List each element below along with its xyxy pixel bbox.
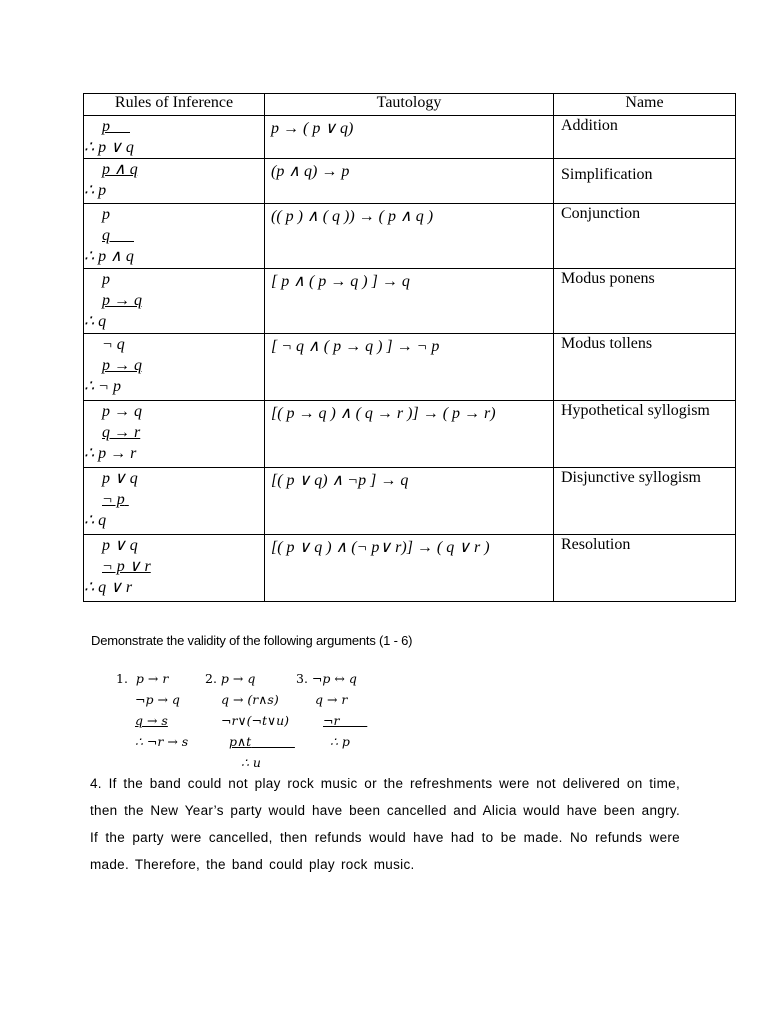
conclusion: ∴ p ∧ q (84, 248, 134, 265)
rule-name: Addition (554, 116, 736, 159)
exercise-2 (205, 668, 295, 773)
header-rules: Rules of Inference (84, 94, 265, 116)
premise: ¬ q (102, 336, 125, 353)
rule-name: Resolution (554, 535, 736, 602)
exercise-3 (296, 668, 367, 752)
rule-name: Disjunctive syllogism (554, 468, 736, 535)
conclusion: ∴ p (84, 182, 107, 199)
premise: p → q (102, 403, 142, 420)
conclusion: ∴ p (330, 734, 350, 749)
table-row (84, 269, 736, 334)
rule-cell (84, 468, 265, 535)
tautology-cell: [( p → q ) ∧ ( q → r )] → ( p → r) (265, 401, 554, 468)
rule-name: Modus tollens (554, 334, 736, 401)
table-row (84, 116, 736, 159)
premise: q → r (102, 424, 141, 441)
rule-cell (84, 401, 265, 468)
premise: ¬p → q (135, 692, 180, 707)
premise: p∧t (229, 734, 252, 749)
conclusion: ∴ q (84, 512, 107, 529)
exercise-number: 3. (296, 671, 308, 686)
premise: p ∧ q (102, 161, 138, 178)
premise: p (102, 118, 110, 135)
premise: ¬ p (102, 491, 125, 508)
premise: p → r (135, 671, 169, 686)
tautology-cell: [( p ∨ q) ∧ ¬p ] → q (265, 468, 554, 535)
tautology-cell: [( p ∨ q ) ∧ (¬ p∨ r)] → ( q ∨ r ) (265, 535, 554, 602)
rule-cell (84, 159, 265, 204)
conclusion: ∴ p ∨ q (84, 139, 134, 156)
conclusion: ∴ q (84, 313, 107, 330)
section-title: Demonstrate the validity of the following arguments (1 - 6) (91, 633, 413, 648)
tautology-cell: (p ∧ q) → p (265, 159, 554, 204)
rule-cell (84, 116, 265, 159)
header-name: Name (554, 94, 736, 116)
table-row (84, 204, 736, 269)
conclusion: ∴ p → r (84, 445, 137, 462)
rule-name: Modus ponens (554, 269, 736, 334)
conclusion: ∴ ¬ p (84, 378, 121, 395)
table-header-row (84, 94, 736, 116)
premise: q (102, 227, 110, 244)
conclusion: ∴ ¬r → s (135, 734, 189, 749)
rule-name: Simplification (554, 159, 736, 204)
premise: ¬r (323, 713, 340, 728)
premise: p (102, 271, 110, 288)
rule-cell (84, 535, 265, 602)
conclusion: ∴ u (241, 755, 261, 770)
premise: p (102, 206, 110, 223)
premise: q → (r∧s) (221, 692, 279, 707)
premise: ¬ p ∨ r (102, 558, 151, 575)
premise: p → q (102, 292, 142, 309)
rule-name: Hypothetical syllogism (554, 401, 736, 468)
premise: ¬r∨(¬t∨u) (221, 713, 290, 728)
tautology-cell: p → ( p ∨ q) (265, 116, 554, 159)
premise: p ∨ q (102, 470, 138, 487)
exercise-number: 2. (205, 671, 217, 686)
table-row (84, 468, 736, 535)
exercise-4-paragraph: 4. If the band could not play rock music or the refreshments were not delivered on time, then the New Year’s party would have been cancelled and Alicia would have been angry. If the party were cancelled, then refunds would have had to be made. No refunds were made. Therefore, the band could play rock music. (90, 776, 680, 872)
premise: ¬p ↔ q (311, 671, 357, 686)
conclusion: ∴ q ∨ r (84, 579, 133, 596)
tautology-cell: (( p ) ∧ ( q )) → ( p ∧ q ) (265, 204, 554, 269)
premise: q → s (135, 713, 168, 728)
exercise-number: 1. (116, 671, 128, 686)
premise: p → q (102, 357, 142, 374)
rule-cell (84, 269, 265, 334)
header-tautology: Tautology (265, 94, 554, 116)
premise: q → r (315, 692, 348, 707)
premise: p → q (220, 671, 256, 686)
rule-cell (84, 334, 265, 401)
exercise-1 (116, 668, 188, 752)
tautology-cell: [ p ∧ ( p → q ) ] → q (265, 269, 554, 334)
table-row (84, 535, 736, 602)
rule-cell (84, 204, 265, 269)
rule-name: Conjunction (554, 204, 736, 269)
premise: p ∨ q (102, 537, 138, 554)
table-row (84, 401, 736, 468)
rules-of-inference-table (83, 93, 736, 602)
table-row (84, 334, 736, 401)
table-row (84, 159, 736, 204)
tautology-cell: [ ¬ q ∧ ( p → q ) ] → ¬ p (265, 334, 554, 401)
